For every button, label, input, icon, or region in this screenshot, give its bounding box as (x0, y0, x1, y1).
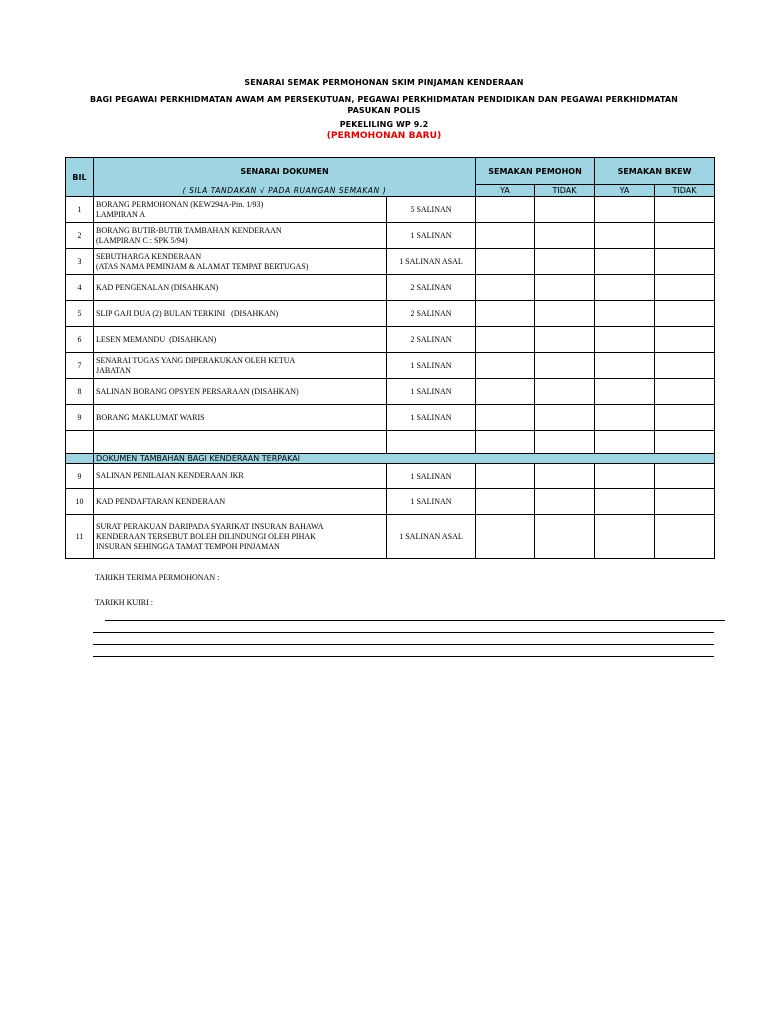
check-cell-ya-bkew[interactable] (595, 301, 655, 327)
table-row (66, 353, 715, 379)
tidak-pemohon-header: TIDAK (535, 185, 595, 197)
check-cell-tidak-bkew[interactable] (655, 249, 715, 275)
check-cell-ya-pemohon[interactable] (476, 223, 535, 249)
table-row (66, 379, 715, 405)
check-cell-ya-pemohon[interactable] (476, 489, 535, 515)
check-cell-ya-bkew[interactable] (595, 327, 655, 353)
writing-line[interactable] (105, 620, 725, 621)
check-cell-tidak-bkew[interactable] (655, 197, 715, 223)
check-cell-tidak-pemohon[interactable] (535, 249, 595, 275)
check-cell-ya-pemohon[interactable] (476, 353, 535, 379)
row-number: 7 (66, 353, 94, 379)
check-cell-tidak-bkew[interactable] (655, 464, 715, 489)
form-subtitle: BAGI PEGAWAI PERKHIDMATAN AWAM AM PERSEKUTUAN, PEGAWAI PERKHIDMATAN PENDIDIKAN DAN PEGAWAI PERKHIDMATAN (90, 95, 678, 104)
check-cell-ya-bkew[interactable] (595, 223, 655, 249)
query-date-label: TARIKH KUIRI : (95, 598, 154, 607)
document-name: BORANG BUTIR-BUTIR TAMBAHAN KENDERAAN (LAMPIRAN C : SPK 5/94) (94, 223, 387, 249)
application-type: (PERMOHONAN BARU) (326, 131, 442, 141)
instruction-text: ( SILA TANDAKAN √ PADA RUANGAN SEMAKAN ) (94, 185, 476, 197)
row-number: 1 (66, 197, 94, 223)
row-number: 11 (66, 515, 94, 559)
check-cell-tidak-pemohon[interactable] (535, 353, 595, 379)
check-cell-ya-pemohon[interactable] (476, 301, 535, 327)
check-cell-ya-pemohon[interactable] (476, 379, 535, 405)
check-cell-tidak-pemohon[interactable] (535, 379, 595, 405)
row-number: 5 (66, 301, 94, 327)
check-cell-tidak-pemohon[interactable] (535, 301, 595, 327)
table-row (66, 405, 715, 431)
writing-line[interactable] (93, 656, 714, 657)
document-name: BORANG MAKLUMAT WARIS (94, 405, 387, 431)
check-cell-ya-bkew[interactable] (595, 379, 655, 405)
received-date-label: TARIKH TERIMA PERMOHONAN : (95, 573, 220, 582)
copies-required: 1 SALINAN (387, 379, 476, 405)
document-name: SLIP GAJI DUA (2) BULAN TERKINI (DISAHKAN) (94, 301, 387, 327)
check-cell-tidak-pemohon[interactable] (535, 327, 595, 353)
circular-reference: PEKELILING WP 9.2 (339, 120, 429, 129)
check-cell-ya-pemohon[interactable] (476, 464, 535, 489)
copies-required: 1 SALINAN ASAL (387, 249, 476, 275)
check-cell-ya-bkew[interactable] (595, 353, 655, 379)
copies-required: 1 SALINAN (387, 489, 476, 515)
check-cell-ya-bkew[interactable] (595, 464, 655, 489)
check-cell-ya-pemohon[interactable] (476, 405, 535, 431)
check-cell-ya-bkew[interactable] (595, 489, 655, 515)
check-cell-tidak-bkew[interactable] (655, 223, 715, 249)
table-row (66, 301, 715, 327)
row-number: 3 (66, 249, 94, 275)
document-name: SALINAN BORANG OPSYEN PERSARAAN (DISAHKAN) (94, 379, 387, 405)
form-title: SENARAI SEMAK PERMOHONAN SKIM PINJAMAN KENDERAAN (244, 78, 524, 87)
document-name: LESEN MEMANDU (DISAHKAN) (94, 327, 387, 353)
check-cell-ya-pemohon[interactable] (476, 515, 535, 559)
checklist-table (65, 157, 715, 559)
check-cell-tidak-pemohon[interactable] (535, 223, 595, 249)
check-cell-ya-bkew[interactable] (595, 197, 655, 223)
check-cell-tidak-pemohon[interactable] (535, 489, 595, 515)
table-row (66, 327, 715, 353)
row-number: 2 (66, 223, 94, 249)
check-cell-ya-bkew[interactable] (595, 275, 655, 301)
col-bil-header: BIL (66, 158, 94, 197)
document-name: KAD PENDAFTARAN KENDERAAN (94, 489, 387, 515)
check-cell-tidak-pemohon[interactable] (535, 464, 595, 489)
table-row (66, 515, 715, 559)
ya-pemohon-header: YA (476, 185, 535, 197)
copies-required: 2 SALINAN (387, 327, 476, 353)
copies-required: 2 SALINAN (387, 301, 476, 327)
check-cell-tidak-bkew[interactable] (655, 489, 715, 515)
row-number: 10 (66, 489, 94, 515)
copies-required: 1 SALINAN (387, 223, 476, 249)
document-name: SEBUTHARGA KENDERAAN (ATAS NAMA PEMINJAM & ALAMAT TEMPAT BERTUGAS) (94, 249, 387, 275)
check-cell-tidak-bkew[interactable] (655, 379, 715, 405)
table-row (66, 275, 715, 301)
row-number: 6 (66, 327, 94, 353)
col-bkew-header: SEMAKAN BKEW (595, 158, 715, 185)
document-name: SURAT PERAKUAN DARIPADA SYARIKAT INSURAN BAHAWA KENDERAAN TERSEBUT BOLEH DILINDUNGI OLEH PIHAK INSURAN SEHINGGA TAMAT TEMPOH PINJAMAN (94, 515, 387, 559)
check-cell-ya-bkew[interactable] (595, 405, 655, 431)
row-number: 8 (66, 379, 94, 405)
table-row (66, 464, 715, 489)
check-cell-tidak-bkew[interactable] (655, 275, 715, 301)
copies-required: 1 SALINAN (387, 353, 476, 379)
copies-required: 1 SALINAN (387, 405, 476, 431)
check-cell-ya-bkew[interactable] (595, 515, 655, 559)
copies-required: 5 SALINAN (387, 197, 476, 223)
copies-required: 1 SALINAN (387, 464, 476, 489)
col-senarai-header: SENARAI DOKUMEN (94, 158, 476, 185)
document-name: SALINAN PENILAIAN KENDERAAN JKR (94, 464, 387, 489)
ya-bkew-header: YA (595, 185, 655, 197)
section-header-row (66, 454, 715, 464)
table-row (66, 489, 715, 515)
check-cell-tidak-pemohon[interactable] (535, 405, 595, 431)
check-cell-ya-pemohon[interactable] (476, 249, 535, 275)
check-cell-tidak-pemohon[interactable] (535, 515, 595, 559)
document-name: BORANG PERMOHONAN (KEW294A-Pin. 1/93) LAMPIRAN A (94, 197, 387, 223)
copies-required: 1 SALINAN ASAL (387, 515, 476, 559)
copies-required: 2 SALINAN (387, 275, 476, 301)
check-cell-tidak-bkew[interactable] (655, 327, 715, 353)
check-cell-ya-pemohon[interactable] (476, 327, 535, 353)
form-subtitle-2: PASUKAN POLIS (347, 106, 421, 115)
writing-line[interactable] (93, 632, 714, 633)
row-number: 9 (66, 405, 94, 431)
check-cell-tidak-pemohon[interactable] (535, 275, 595, 301)
tidak-bkew-header: TIDAK (655, 185, 715, 197)
check-cell-tidak-bkew[interactable] (655, 301, 715, 327)
check-cell-ya-pemohon[interactable] (476, 275, 535, 301)
table-row (66, 223, 715, 249)
writing-line[interactable] (93, 644, 714, 645)
table-row (66, 197, 715, 223)
blank-row (66, 431, 715, 454)
section-title: DOKUMEN TAMBAHAN BAGI KENDERAAN TERPAKAI (94, 454, 715, 464)
col-pemohon-header: SEMAKAN PEMOHON (476, 158, 595, 185)
check-cell-ya-bkew[interactable] (595, 249, 655, 275)
document-name: KAD PENGENALAN (DISAHKAN) (94, 275, 387, 301)
check-cell-ya-pemohon[interactable] (476, 197, 535, 223)
document-name: SENARAI TUGAS YANG DIPERAKUKAN OLEH KETUA JABATAN (94, 353, 387, 379)
check-cell-tidak-pemohon[interactable] (535, 197, 595, 223)
row-number: 9 (66, 464, 94, 489)
row-number: 4 (66, 275, 94, 301)
table-row (66, 249, 715, 275)
check-cell-tidak-bkew[interactable] (655, 353, 715, 379)
check-cell-tidak-bkew[interactable] (655, 515, 715, 559)
check-cell-tidak-bkew[interactable] (655, 405, 715, 431)
